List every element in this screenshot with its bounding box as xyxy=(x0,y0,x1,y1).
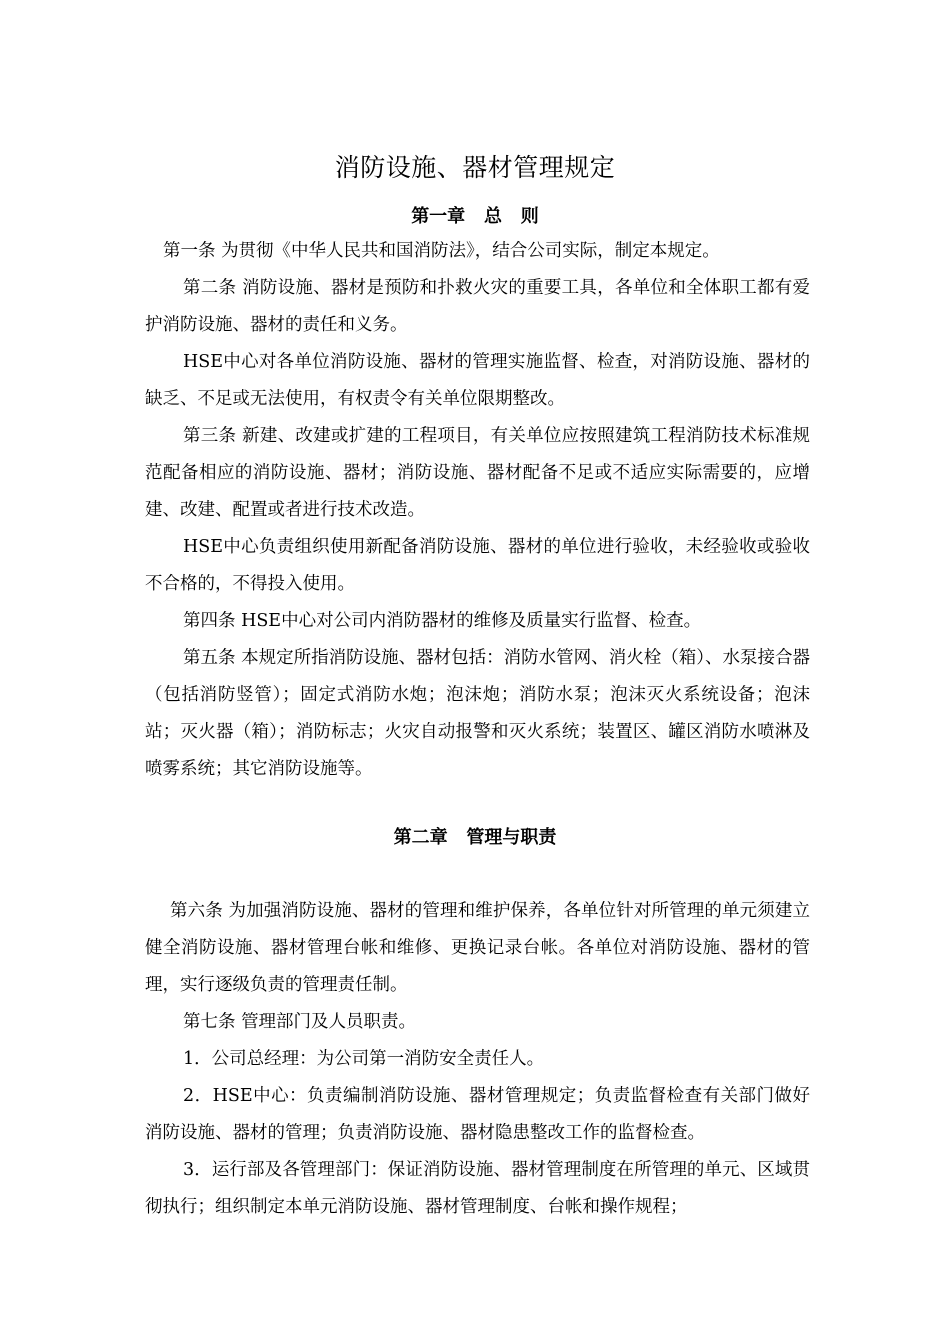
chapter-1-heading: 第一章 总 则 xyxy=(411,206,539,227)
chapter-2-heading: 第二章 管理与职责 xyxy=(393,827,557,848)
article-3: 第三条 新建、改建或扩建的工程项目，有关单位应按照建筑工程消防技术标准规范配备相应的消防设施、器材；消防设施、器材配备不足或不适应实际需要的，应增建、改建、配置或者进行技术改造。 xyxy=(145,426,810,520)
duty-3: 3．运行部及各管理部门：保证消防设施、器材管理制度在所管理的单元、区域贯彻执行；组织制定本单元消防设施、器材管理制度、台帐和操作规程； xyxy=(145,1160,810,1217)
article-7: 第七条 管理部门及人员职责。 xyxy=(183,1012,417,1032)
article-2-hse: HSE中心对各单位消防设施、器材的管理实施监督、检查，对消防设施、器材的缺乏、不足或无法使用，有权责令有关单位限期整改。 xyxy=(145,352,810,409)
document-title: 消防设施、器材管理规定 xyxy=(334,152,616,182)
article-2: 第二条 消防设施、器材是预防和扑救火灾的重要工具，各单位和全体职工都有爱护消防设施、器材的责任和义务。 xyxy=(145,278,810,335)
article-6: 第六条 为加强消防设施、器材的管理和维护保养，各单位针对所管理的单元须建立健全消防设施、器材管理台帐和维修、更换记录台帐。各单位对消防设施、器材的管理，实行逐级负责的管理责任制。 xyxy=(145,901,810,995)
article-5: 第五条 本规定所指消防设施、器材包括：消防水管网、消火栓（箱）、水泵接合器（包括消防竖管）；固定式消防水炮；泡沫炮；消防水泵；泡沫灭火系统设备；泡沫站；灭火器（箱）；消防标志；火灾自动报警和灭火系统；装置区、罐区消防水喷淋及喷雾系统；其它消防设施等。 xyxy=(145,648,810,779)
article-4: 第四条 HSE中心对公司内消防器材的维修及质量实行监督、检查。 xyxy=(183,611,702,631)
article-3-hse: HSE中心负责组织使用新配备消防设施、器材的单位进行验收，未经验收或验收不合格的，不得投入使用。 xyxy=(145,537,810,594)
duty-1: 1．公司总经理：为公司第一消防安全责任人。 xyxy=(183,1049,545,1069)
article-1: 第一条 为贯彻《中华人民共和国消防法》，结合公司实际，制定本规定。 xyxy=(163,241,720,261)
duty-2: 2．HSE中心：负责编制消防设施、器材管理规定；负责监督检查有关部门做好消防设施、器材的管理；负责消防设施、器材隐患整改工作的监督检查。 xyxy=(145,1086,810,1143)
